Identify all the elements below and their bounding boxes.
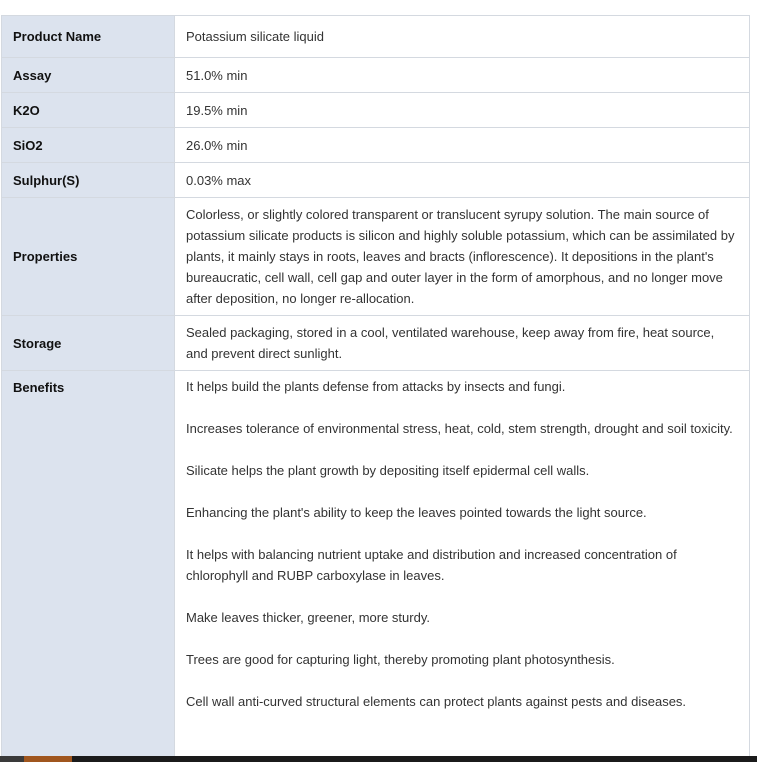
bottom-strip-accent-segment bbox=[24, 756, 72, 762]
row-label: Product Name bbox=[2, 16, 175, 58]
row-value: Colorless, or slightly colored transparent or translucent syrupy solution. The main source of potassium silicate products is silicon and highly soluble potassium, which can be assimilated by plants, it mainly stays in roots, leaves and bracts (inflorescence). It depositions in the plant's bureaucratic, cell wall, cell gap and outer layer in the form of amorphous, and no longer move after deposition, no longer re-allocation. bbox=[175, 198, 750, 316]
benefit-item: Trees are good for capturing light, thereby promoting plant photosynthesis. bbox=[186, 652, 615, 667]
row-label: Properties bbox=[2, 198, 175, 316]
table-row-sio2 bbox=[2, 128, 750, 163]
row-label: Sulphur(S) bbox=[2, 163, 175, 198]
row-value: Sealed packaging, stored in a cool, ventilated warehouse, keep away from fire, heat source, and prevent direct sunlight. bbox=[175, 316, 750, 371]
benefit-item: Cell wall anti-curved structural elements can protect plants against pests and diseases. bbox=[186, 694, 687, 709]
benefit-item: Increases tolerance of environmental stress, heat, cold, stem strength, drought and soil toxicity. bbox=[186, 421, 733, 436]
row-label: Storage bbox=[2, 316, 175, 371]
benefit-item: Enhancing the plant's ability to keep the leaves pointed towards the light source. bbox=[186, 505, 647, 520]
row-value: 19.5% min bbox=[175, 93, 750, 128]
row-label: Benefits bbox=[2, 371, 175, 762]
benefit-item: It helps with balancing nutrient uptake and distribution and increased concentration of chlorophyll and RUBP carboxylase in leaves. bbox=[186, 547, 677, 583]
table-row-benefits bbox=[2, 371, 750, 762]
benefit-item: Silicate helps the plant growth by depositing itself epidermal cell walls. bbox=[186, 463, 590, 478]
table-row-storage bbox=[2, 316, 750, 371]
table-row-product-name bbox=[2, 16, 750, 58]
table-row-assay bbox=[2, 58, 750, 93]
table-row-properties bbox=[2, 198, 750, 316]
row-value: 51.0% min bbox=[175, 58, 750, 93]
row-label: K2O bbox=[2, 93, 175, 128]
row-value: 0.03% max bbox=[175, 163, 750, 198]
row-label: Assay bbox=[2, 58, 175, 93]
table-row-k2o bbox=[2, 93, 750, 128]
row-label: SiO2 bbox=[2, 128, 175, 163]
product-spec-table bbox=[1, 15, 750, 762]
row-value: 26.0% min bbox=[175, 128, 750, 163]
benefit-item: Make leaves thicker, greener, more sturdy. bbox=[186, 610, 430, 625]
bottom-strip-segment bbox=[0, 756, 24, 762]
row-value: Potassium silicate liquid bbox=[175, 16, 750, 58]
benefits-list bbox=[175, 371, 750, 762]
table-row-sulphur bbox=[2, 163, 750, 198]
benefit-item: It helps build the plants defense from attacks by insects and fungi. bbox=[186, 379, 566, 394]
bottom-toolbar-strip bbox=[0, 756, 757, 762]
